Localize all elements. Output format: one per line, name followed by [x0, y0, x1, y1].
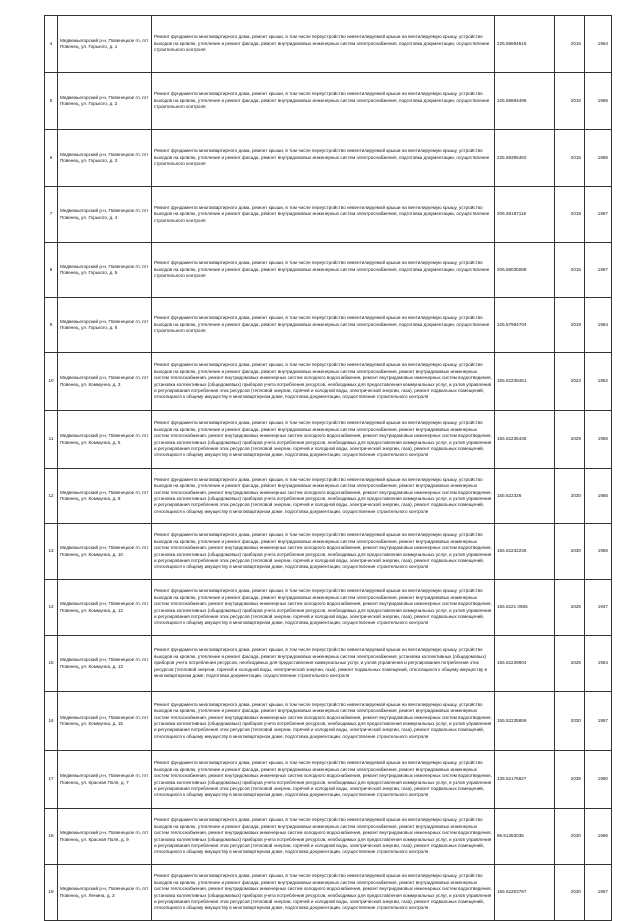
planned-year-cell: 2019: [555, 187, 585, 243]
works-description-cell: Ремонт фундамента многоквартирного дома, ремонт крыши, в том числе переустройство невентилируемой крыши на вентилируемую крышу, устройство выходов на кровлю, утепление и ремонт фасада, ремонт внутридомовых инженерных систем электроснабжения, ремонт внутридомовых инженерных систем теплоснабжения, ремонт внутридомовых инженерных систем холодного водоснабжения, ремонт внутридомовых инженерных систем водоотведения, установка коллективных (общедомовых) приборов учета потребления ресурсов, необходимых для предоставления коммунальных услуг, и узлов управления и регулирования потребления этих ресурсов (тепловой энергии, горячей и холодной воды, электрической энергии, газа), ремонт подвальных помещений, относящихся к общему имуществу в многоквартирном доме, подготовка документации, осуществление строительного контроля: [152, 809, 495, 865]
works-description-cell: Ремонт фундамента многоквартирного дома, ремонт крыши, в том числе переустройство невентилируемой крыши на вентилируемую крышу, устройство выходов на кровлю, утепление и ремонт фасада, ремонт внутридомовых инженерных систем электроснабжения, ремонт внутридомовых инженерных систем теплоснабжения, ремонт внутридомовых инженерных систем холодного водоснабжения, ремонт внутридомовых инженерных систем водоотведения, установка коллективных (общедомовых) приборов учета потребления ресурсов, необходимых для предоставления коммунальных услуг, и узлов управления и регулирования потребления этих ресурсов (тепловой энергии, горячей и холодной воды, электрической энергии, газа), ремонт подвальных помещений, относящихся к общему имуществу в многоквартирном доме, подготовка документации, осуществление строительного контроля: [152, 469, 495, 524]
table-row: [45, 298, 612, 353]
row-number-cell: 13: [45, 524, 58, 580]
built-year-cell: 1952: [585, 353, 612, 411]
table-row: [45, 524, 612, 580]
row-number-cell: 18: [45, 809, 58, 865]
row-number-cell: 12: [45, 469, 58, 524]
built-year-cell: 1956: [585, 524, 612, 580]
works-description-cell: Ремонт фундамента многоквартирного дома, ремонт крыши, в том числе переустройство невентилируемой крыши на вентилируемую крышу, устройство выходов на кровлю, утепление и ремонт фасада, ремонт внутридомовых инженерных систем электроснабжения, установка коллективных (общедомовых) приборов учета потребления ресурсов, необходимых для предоставления коммунальных услуг, и узлов управления и регулирования потребления этих ресурсов (тепловой энергии, горячей и холодной воды, электрической энергии, газа), ремонт подвальных помещений, относящихся к общему имуществу в многоквартирном доме, подготовка документации, осуществление строительного контроля: [152, 636, 495, 692]
works-description-cell: Ремонт фундамента многоквартирного дома, ремонт крыши, в том числе переустройство невентилируемой крыши на вентилируемую крышу, устройство выходов на кровлю, утепление и ремонт фасада, ремонт внутридомовых инженерных систем электроснабжения, ремонт внутридомовых инженерных систем теплоснабжения, ремонт внутридомовых инженерных систем холодного водоснабжения, ремонт внутридомовых инженерных систем водоотведения, установка коллективных (общедомовых) приборов учета потребления ресурсов, необходимых для предоставления коммунальных услуг, и узлов управления и регулирования потребления этих ресурсов (тепловой энергии, горячей и холодной воды, электрической энергии, газа), ремонт подвальных помещений, относящихся к общему имуществу в многоквартирном доме, подготовка документации, осуществление строительного контроля: [152, 411, 495, 469]
works-description-cell: Ремонт фундамента многоквартирного дома, ремонт крыши, в том числе переустройство невентилируемой крыши на вентилируемую крышу, устройство выходов на кровлю, утепление и ремонт фасада, ремонт внутридомовых инженерных систем электроснабжения, ремонт внутридомовых инженерных систем теплоснабжения, ремонт внутридомовых инженерных систем холодного водоснабжения, ремонт внутридомовых инженерных систем водоотведения, установка коллективных (общедомовых) приборов учета потребления ресурсов, необходимых для предоставления коммунальных услуг, и узлов управления и регулирования потребления этих ресурсов (тепловой энергии, горячей и холодной воды, электрической энергии, газа), ремонт подвальных помещений, относящихся к общему имуществу в многоквартирном доме, подготовка документации, осуществление строительного контроля: [152, 692, 495, 751]
planned-year-cell: 2016: [555, 243, 585, 298]
address-cell: Медвежьегорский р-н, Повенецкое гп, пгт Повенец, ул. Коммунна, д. 3: [58, 353, 152, 411]
address-cell: Медвежьегорский р-н, Повенецкое гп, пгт Повенец, ул. Красная Поля, д. 7: [58, 751, 152, 809]
planned-year-cell: 2016: [555, 130, 585, 187]
cost-cell: 155.52239904: [495, 636, 555, 692]
row-number-cell: 6: [45, 130, 58, 187]
planned-year-cell: 2026: [555, 580, 585, 636]
table-row: [45, 636, 612, 692]
built-year-cell: 1967: [585, 187, 612, 243]
table-row: [45, 469, 612, 524]
address-cell: Медвежьегорский р-н, Повенецкое гп, пгт Повенец, ул. Коммунна, д. 13: [58, 636, 152, 692]
built-year-cell: 1960: [585, 751, 612, 809]
row-number-cell: 16: [45, 692, 58, 751]
address-cell: Медвежьегорский р-н, Повенецкое гп, пгт Повенец, ул. Горького, д. 5: [58, 243, 152, 298]
address-cell: Медвежьегорский р-н, Повенецкое гп, пгт Повенец, ул. Коммунна, д. 5: [58, 411, 152, 469]
row-number-cell: 9: [45, 298, 58, 353]
row-number-cell: 10: [45, 353, 58, 411]
address-cell: Медвежьегорский р-н, Повенецкое гп, пгт Повенец, ул. Ленина, д. 3: [58, 865, 152, 921]
row-number-cell: 15: [45, 636, 58, 692]
table-row: [45, 130, 612, 187]
table-row: [45, 809, 612, 865]
built-year-cell: 1967: [585, 243, 612, 298]
address-cell: Медвежьегорский р-н, Повенецкое гп, пгт Повенец, ул. Горького, д. 3: [58, 130, 152, 187]
cost-cell: 225.58694515: [495, 16, 555, 73]
table-row: [45, 692, 612, 751]
works-description-cell: Ремонт фундамента многоквартирного дома, ремонт крыши, в том числе переустройство невентилируемой крыши на вентилируемую крышу, устройство выходов на кровлю, утепление и ремонт фасада, ремонт внутридомовых инженерных систем электроснабжения, ремонт внутридомовых инженерных систем теплоснабжения, ремонт внутридомовых инженерных систем холодного водоснабжения, ремонт внутридомовых инженерных систем водоотведения, установка коллективных (общедомовых) приборов учета потребления ресурсов, необходимых для предоставления коммунальных услуг, и узлов управления и регулирования потребления этих ресурсов (тепловой энергии, горячей и холодной воды, электрической энергии, газа), ремонт подвальных помещений, относящихся к общему имуществу в многоквартирном доме, подготовка документации, осуществление строительного контроля: [152, 865, 495, 921]
works-description-cell: Ремонт фундамента многоквартирного дома, ремонт крыши, в том числе переустройство невентилируемой крыши на вентилируемую крышу, устройство выходов на кровлю, утепление и ремонт фасада, ремонт внутридомовых инженерных систем электроснабжения, ремонт внутридомовых инженерных систем теплоснабжения, ремонт внутридомовых инженерных систем холодного водоснабжения, ремонт внутридомовых инженерных систем водоотведения, установка коллективных (общедомовых) приборов учета потребления ресурсов, необходимых для предоставления коммунальных услуг, и узлов управления и регулирования потребления этих ресурсов (тепловой энергии, горячей и холодной воды, электрической энергии, газа), ремонт подвальных помещений, относящихся к общему имуществу в многоквартирном доме, подготовка документации, осуществление строительного контроля: [152, 751, 495, 809]
planned-year-cell: 2026: [555, 636, 585, 692]
cost-cell: 135.52176627: [495, 751, 555, 809]
built-year-cell: 1964: [585, 16, 612, 73]
works-description-cell: Ремонт фундамента многоквартирного дома, ремонт крыши, в том числе переустройство невентилируемой крыши на вентилируемую крышу, устройство выходов на кровлю, утепление и ремонт фасада, ремонт внутридомовых инженерных систем электроснабжения, ремонт внутридомовых инженерных систем теплоснабжения, ремонт внутридомовых инженерных систем холодного водоснабжения, ремонт внутридомовых инженерных систем водоотведения, установка коллективных (общедомовых) приборов учета потребления ресурсов, необходимых для предоставления коммунальных услуг, и узлов управления и регулирования потребления этих ресурсов (тепловой энергии, горячей и холодной воды, электрической энергии, газа), ремонт подвальных помещений, относящихся к общему имуществу в многоквартирном доме, подготовка документации, осуществление строительного контроля: [152, 353, 495, 411]
row-number-cell: 5: [45, 73, 58, 130]
row-number-cell: 8: [45, 243, 58, 298]
address-cell: Медвежьегорский р-н, Повенецкое гп, пгт Повенец, ул. Коммунна, д. 8: [58, 469, 152, 524]
planned-year-cell: 2035: [555, 751, 585, 809]
address-cell: Медвежьегорский р-н, Повенецкое гп, пгт Повенец, ул. Горького, д. 4: [58, 187, 152, 243]
address-cell: Медвежьегорский р-н, Повенецкое гп, пгт Повенец, ул. Горького, д. 1: [58, 16, 152, 73]
works-description-cell: Ремонт фундамента многоквартирного дома, ремонт крыши, в том числе переустройство невентилируемой крыши на вентилируемую крышу, устройство выходов на кровлю, утепление и ремонт фасада, ремонт внутридомовых инженерных систем электроснабжения, ремонт внутридомовых инженерных систем теплоснабжения, ремонт внутридомовых инженерных систем холодного водоснабжения, ремонт внутридомовых инженерных систем водоотведения, установка коллективных (общедомовых) приборов учета потребления ресурсов, необходимых для предоставления коммунальных услуг, и узлов управления и регулирования потребления этих ресурсов (тепловой энергии, горячей и холодной воды, электрической энергии, газа), ремонт подвальных помещений, относящихся к общему имуществу в многоквартирном доме, подготовка документации, осуществление строительного контроля: [152, 580, 495, 636]
built-year-cell: 1966: [585, 809, 612, 865]
planned-year-cell: 2030: [555, 469, 585, 524]
table-row: [45, 187, 612, 243]
row-number-cell: 14: [45, 580, 58, 636]
planned-year-cell: 2030: [555, 692, 585, 751]
address-cell: Медвежьегорский р-н, Повенецкое гп, пгт Повенец, ул. Горького, д. 6: [58, 298, 152, 353]
built-year-cell: 1957: [585, 865, 612, 921]
table-row: [45, 16, 612, 73]
works-description-cell: Ремонт фундамента многоквартирного дома, ремонт крыши, в том числе переустройство невентилируемой крыши на вентилируемую крышу, устройство выходов на кровлю, утепление и ремонт фасада, ремонт внутридомовых инженерных систем электроснабжения, подготовка документации, осуществление строительного контроля: [152, 73, 495, 130]
built-year-cell: 1964: [585, 298, 612, 353]
address-cell: Медвежьегорский р-н, Повенецкое гп, пгт Повенец, ул. Коммунна, д. 10: [58, 524, 152, 580]
planned-year-cell: 2030: [555, 809, 585, 865]
planned-year-cell: 2016: [555, 16, 585, 73]
planned-year-cell: 2030: [555, 524, 585, 580]
cost-cell: 225.57984704: [495, 298, 555, 353]
row-number-cell: 4: [45, 16, 58, 73]
capital-repair-table: [44, 15, 612, 921]
row-number-cell: 17: [45, 751, 58, 809]
row-number-cell: 19: [45, 865, 58, 921]
works-description-cell: Ремонт фундамента многоквартирного дома, ремонт крыши, в том числе переустройство невентилируемой крыши на вентилируемую крышу, устройство выходов на кровлю, утепление и ремонт фасада, ремонт внутридомовых инженерных систем электроснабжения, подготовка документации, осуществление строительного контроля: [152, 187, 495, 243]
table-row: [45, 243, 612, 298]
built-year-cell: 1965: [585, 73, 612, 130]
built-year-cell: 1957: [585, 692, 612, 751]
planned-year-cell: 2023: [555, 353, 585, 411]
built-year-cell: 1956: [585, 469, 612, 524]
cost-cell: 155.52235448: [495, 411, 555, 469]
table-body: [45, 16, 612, 921]
planned-year-cell: 2019: [555, 298, 585, 353]
address-cell: Медвежьегорский р-н, Повенецкое гп, пгт Повенец, ул. Коммунна, д. 15: [58, 692, 152, 751]
works-description-cell: Ремонт фундамента многоквартирного дома, ремонт крыши, в том числе переустройство невентилируемой крыши на вентилируемую крышу, устройство выходов на кровлю, утепление и ремонт фасада, ремонт внутридомовых инженерных систем электроснабжения, подготовка документации, осуществление строительного контроля: [152, 130, 495, 187]
cost-cell: 155.52232236: [495, 524, 555, 580]
planned-year-cell: 2030: [555, 865, 585, 921]
row-number-cell: 11: [45, 411, 58, 469]
cost-cell: 155.5221 0665: [495, 580, 555, 636]
planned-year-cell: 2016: [555, 73, 585, 130]
table-row: [45, 865, 612, 921]
works-description-cell: Ремонт фундамента многоквартирного дома, ремонт крыши, в том числе переустройство невентилируемой крыши на вентилируемую крышу, устройство выходов на кровлю, утепление и ремонт фасада, ремонт внутридомовых инженерных систем электроснабжения, подготовка документации, осуществление строительного контроля: [152, 243, 495, 298]
built-year-cell: 1965: [585, 130, 612, 187]
cost-cell: 155.52235659: [495, 692, 555, 751]
cost-cell: 155.522326: [495, 469, 555, 524]
works-description-cell: Ремонт фундамента многоквартирного дома, ремонт крыши, в том числе переустройство невентилируемой крыши на вентилируемую крышу, устройство выходов на кровлю, утепление и ремонт фасада, ремонт внутридомовых инженерных систем электроснабжения, подготовка документации, осуществление строительного контроля: [152, 298, 495, 353]
address-cell: Медвежьегорский р-н, Повенецкое гп, пгт Повенец, ул. Коммунна, д. 12: [58, 580, 152, 636]
cost-cell: 205.58187118: [495, 187, 555, 243]
cost-cell: 225.58694495: [495, 73, 555, 130]
table-row: [45, 580, 612, 636]
cost-cell: 96.51353036: [495, 809, 555, 865]
built-year-cell: 1956: [585, 411, 612, 469]
address-cell: Медвежьегорский р-н, Повенецкое гп, пгт Повенец, ул. Горького, д. 2: [58, 73, 152, 130]
works-description-cell: Ремонт фундамента многоквартирного дома, ремонт крыши, в том числе переустройство невентилируемой крыши на вентилируемую крышу, устройство выходов на кровлю, утепление и ремонт фасада, ремонт внутридомовых инженерных систем электроснабжения, ремонт внутридомовых инженерных систем теплоснабжения, ремонт внутридомовых инженерных систем холодного водоснабжения, ремонт внутридомовых инженерных систем водоотведения, установка коллективных (общедомовых) приборов учета потребления ресурсов, необходимых для предоставления коммунальных услуг, и узлов управления и регулирования потребления этих ресурсов (тепловой энергии, горячей и холодной воды, электрической энергии, газа), ремонт подвальных помещений, относящихся к общему имуществу в многоквартирном доме, подготовка документации, осуществление строительного контроля: [152, 524, 495, 580]
built-year-cell: 1964: [585, 636, 612, 692]
cost-cell: 225.58395462: [495, 130, 555, 187]
cost-cell: 155.52203767: [495, 865, 555, 921]
table-row: [45, 73, 612, 130]
table-row: [45, 411, 612, 469]
planned-year-cell: 2029: [555, 411, 585, 469]
table-row: [45, 353, 612, 411]
cost-cell: 205.58035088: [495, 243, 555, 298]
cost-cell: 155.52238451: [495, 353, 555, 411]
works-description-cell: Ремонт фундамента многоквартирного дома, ремонт крыши, в том числе переустройство невентилируемой крыши на вентилируемую крышу, устройство выходов на кровлю, утепление и ремонт фасада, ремонт внутридомовых инженерных систем электроснабжения, подготовка документации, осуществление строительного контроля: [152, 16, 495, 73]
address-cell: Медвежьегорский р-н, Повенецкое гп, пгт Повенец, ул. Красная Поля, д. 9: [58, 809, 152, 865]
row-number-cell: 7: [45, 187, 58, 243]
built-year-cell: 1947: [585, 580, 612, 636]
table-row: [45, 751, 612, 809]
